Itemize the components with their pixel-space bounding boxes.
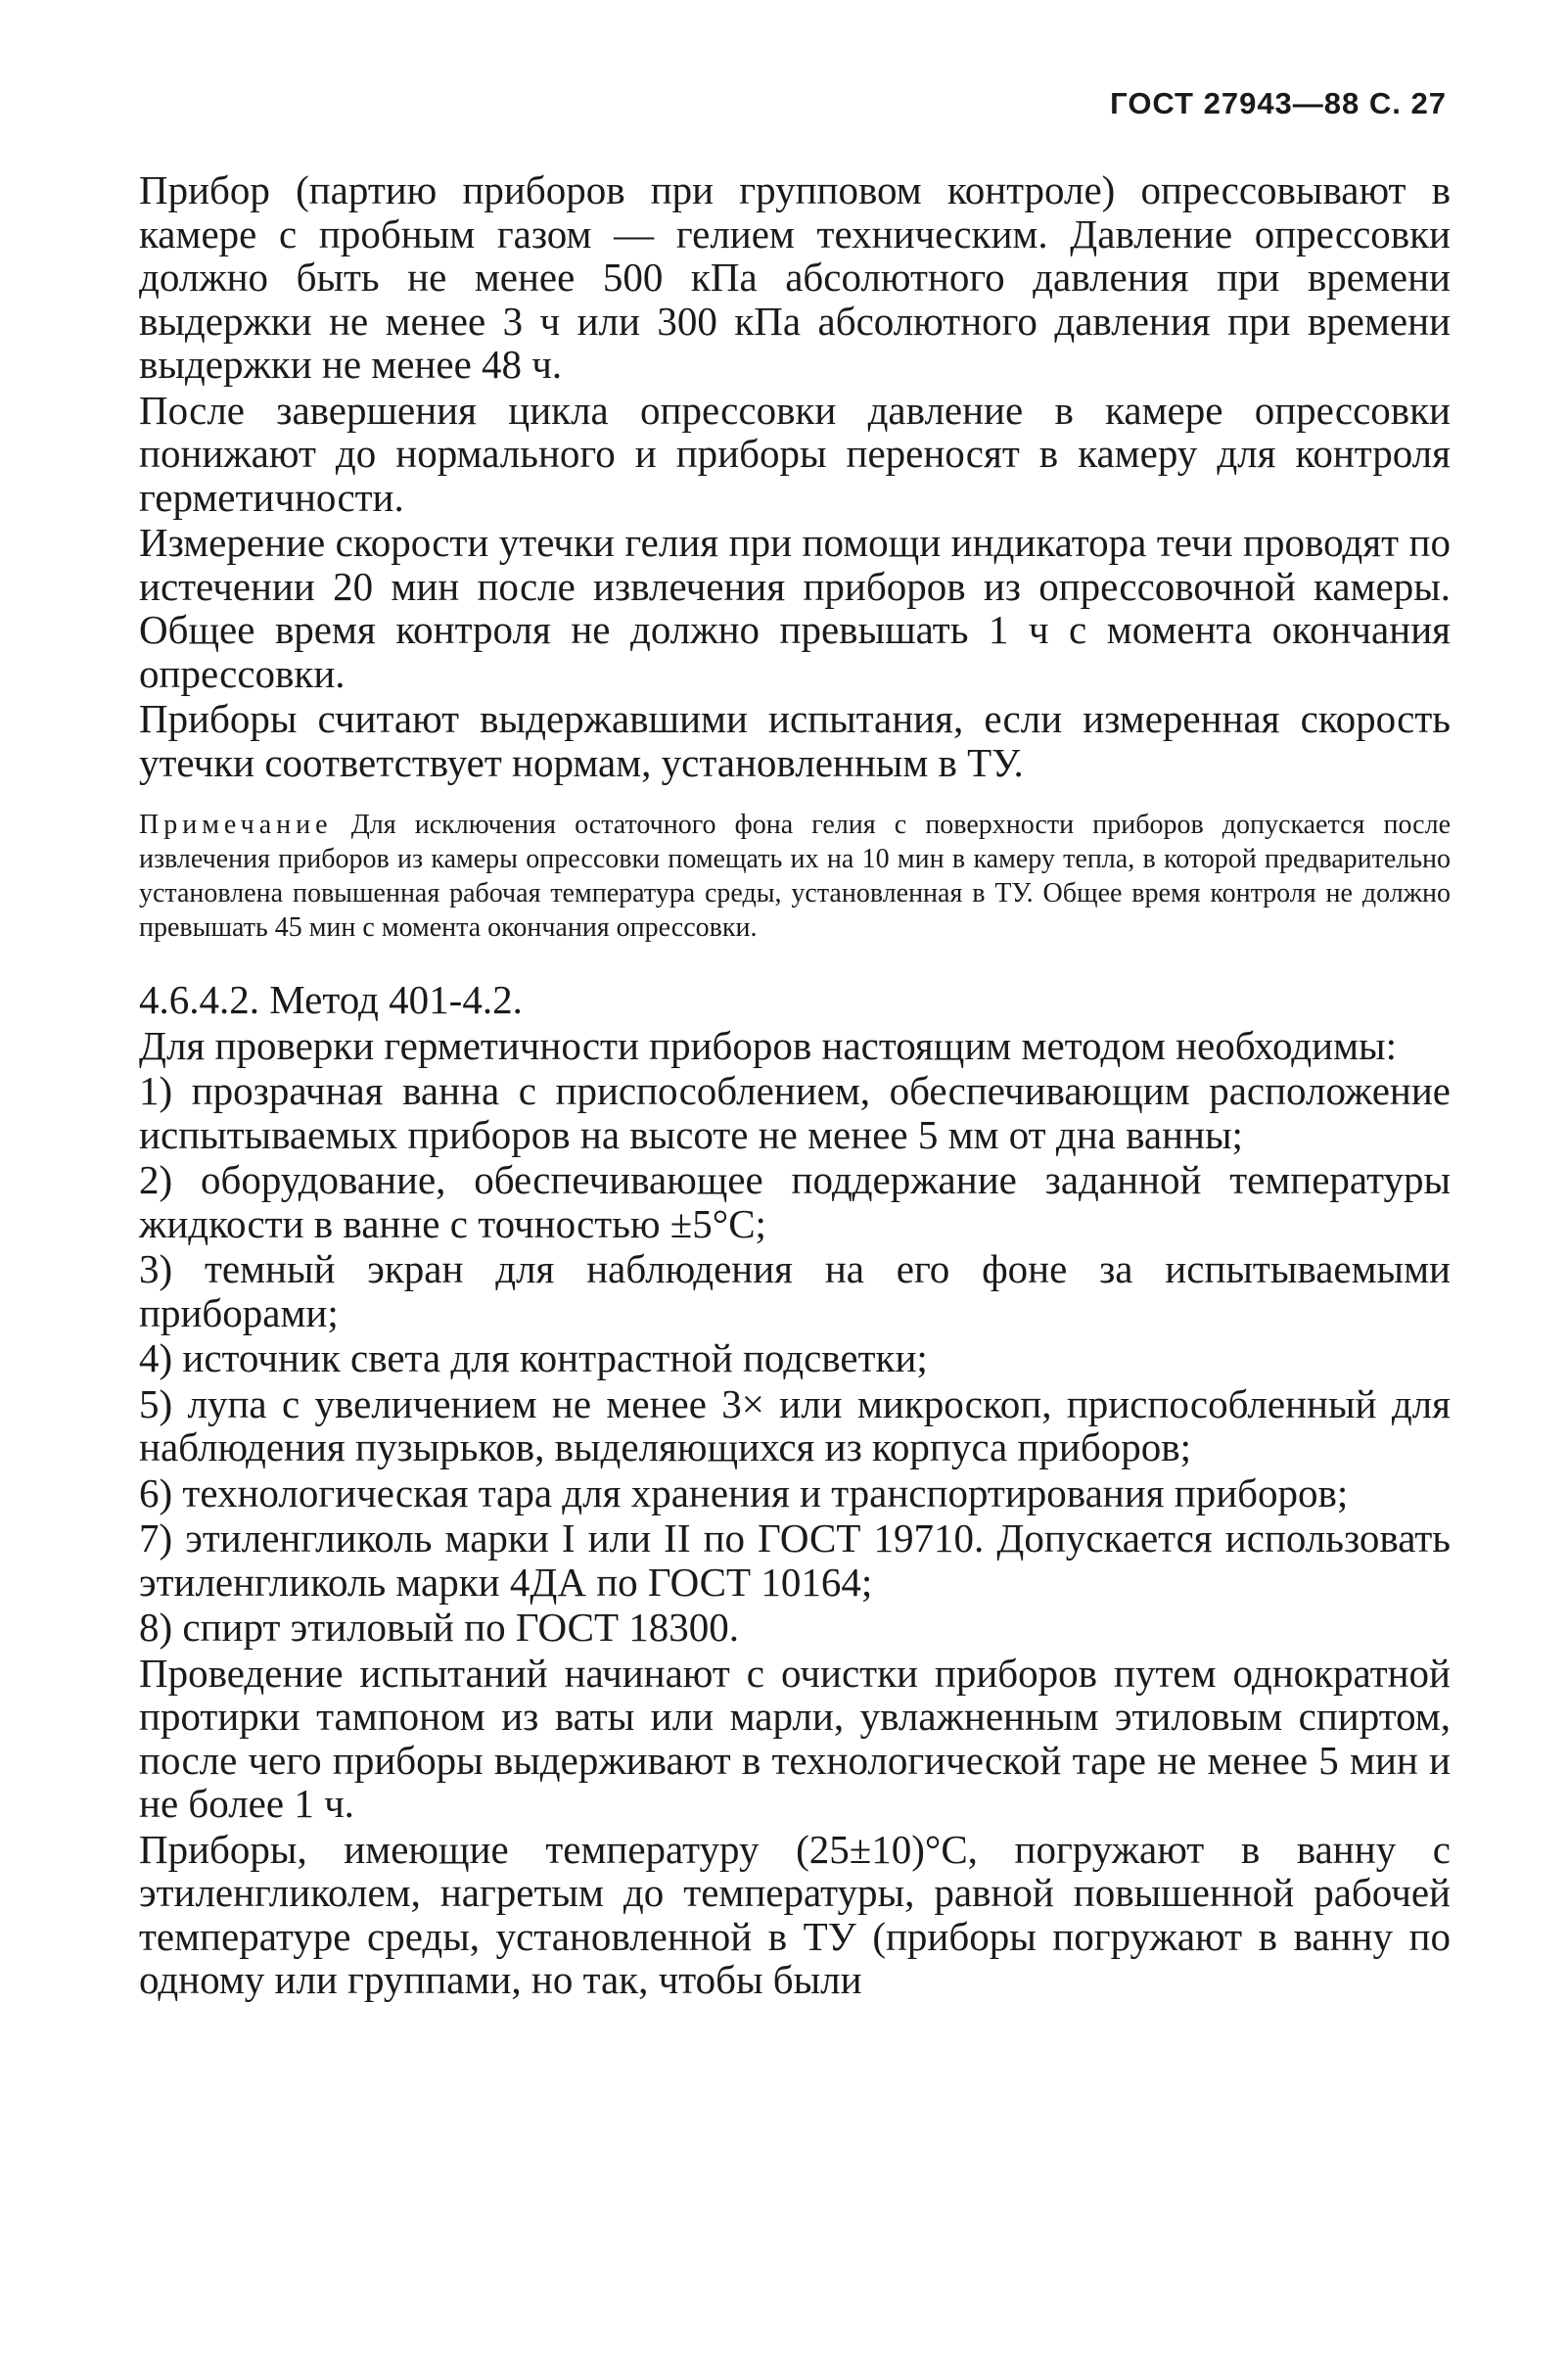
paragraph-cleaning: Проведение испытаний начинают с очистки приборов путем однократной протирки тампоном из ваты или марли, увлажненным этиловым спиртом, после чего приборы выдерживают в технологической таре не менее 5 мин и не более 1 ч. [139, 1650, 1451, 1826]
running-header: ГОСТ 27943—88 С. 27 [1110, 86, 1447, 120]
paragraph-acceptance: Приборы считают выдержавшими испытания, если измеренная скорость утечки соответствует нормам, установленным в ТУ. [139, 696, 1451, 785]
paragraph-leak-rate-measurement: Измерение скорости утечки гелия при помощи индикатора течи проводят по истечении 20 мин после извлечения приборов из опрессовочной камеры. Общее время контроля не должно превышать 1 ч с момента окончания опрессовки. [139, 520, 1451, 696]
list-item: 4) источник света для контрастной подсветки; [139, 1335, 928, 1380]
note-label: Примечание [139, 810, 333, 840]
list-item: 8) спирт этиловый по ГОСТ 18300. [139, 1605, 739, 1650]
list-item: 6) технологическая тара для хранения и транспортирования приборов; [139, 1469, 1349, 1515]
note-block [139, 808, 1451, 945]
list-item: 3) темный экран для наблюдения на его фоне за испытываемыми приборами; [139, 1246, 1451, 1335]
section-intro: Для проверки герметичности приборов настоящим методом необходимы: [139, 1022, 1397, 1068]
paragraph-helium-pressurization: Прибор (партию приборов при групповом контроле) опрессовывают в камере с пробным газом — гелием техническим. Давление опрессовки должно быть не менее 500 кПа абсолютного давления при времени выдержки не менее 3 ч или 300 кПа абсолютного давления при времени выдержки не менее 48 ч. [139, 167, 1451, 387]
paragraph-immersion: Приборы, имеющие температуру (25±10)°С, погружают в ванну с этиленгликолем, нагретым до температуры, равной повышенной рабочей температуре среды, установленной в ТУ (приборы погружают в ванну по одному или группами, но так, чтобы были [139, 1826, 1451, 2002]
list-item: 2) оборудование, обеспечивающее поддержание заданной температуры жидкости в ванне с точностью ±5°С; [139, 1157, 1451, 1246]
note-text: Для исключения остаточного фона гелия с поверхности приборов допускается после извлечения приборов из камеры опрессовки помещать их на 10 мин в камеру тепла, в которой предварительно установлена повышенная рабочая температура среды, установленная в ТУ. Общее время контроля не должно превышать 45 мин с момента окончания опрессовки. [139, 810, 1452, 943]
list-item: 1) прозрачная ванна с приспособлением, обеспечивающим расположение испытываемых приборов на высоте не менее 5 мм от дна ванны; [139, 1068, 1451, 1157]
section-heading: 4.6.4.2. Метод 401-4.2. [139, 977, 523, 1022]
paragraph-after-pressurization: После завершения цикла опрессовки давление в камере опрессовки понижают до нормального и приборы переносят в камеру для контроля герметичности. [139, 387, 1451, 520]
list-item: 5) лупа с увеличением не менее 3× или микроскоп, приспособленный для наблюдения пузырьков, выделяющихся из корпуса приборов; [139, 1380, 1451, 1469]
document-body [139, 168, 1451, 2004]
list-item: 7) этиленгликоль марки I или II по ГОСТ 19710. Допускается использовать этиленгликоль марки 4ДА по ГОСТ 10164; [139, 1515, 1451, 1605]
